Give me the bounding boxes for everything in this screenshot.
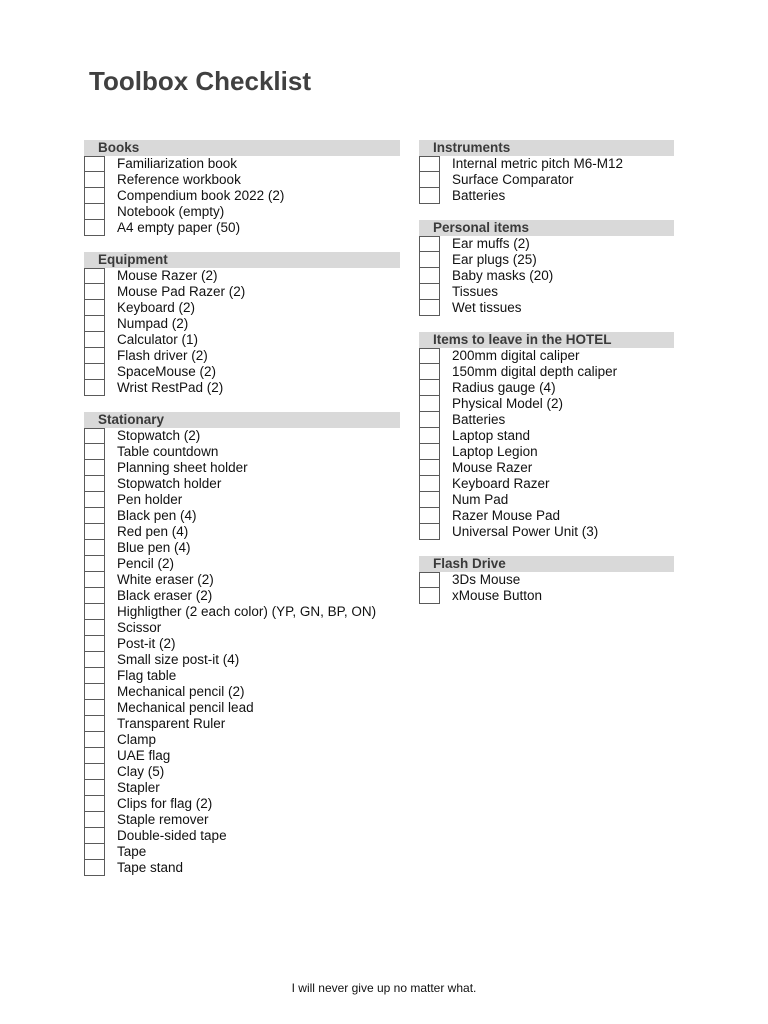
checkbox[interactable] (419, 396, 440, 412)
checklist-item (419, 460, 674, 476)
checklist-item (84, 380, 400, 396)
checkbox[interactable] (419, 188, 440, 204)
checklist-item (419, 284, 674, 300)
section-header: Instruments (419, 140, 674, 156)
item-label: UAE flag (117, 748, 171, 763)
item-label: Planning sheet holder (117, 460, 248, 475)
checklist-item (84, 764, 400, 780)
checklist-item (419, 428, 674, 444)
checklist-item (419, 380, 674, 396)
checklist-item (84, 844, 400, 860)
item-label: Red pen (4) (117, 524, 189, 539)
left-column (84, 140, 400, 892)
checklist-item (84, 364, 400, 380)
checkbox[interactable] (84, 684, 105, 700)
section-header: Items to leave in the HOTEL (419, 332, 674, 348)
item-label: Double-sided tape (117, 828, 227, 843)
item-label: Batteries (452, 188, 506, 203)
checklist-item (419, 412, 674, 428)
checklist-item (419, 492, 674, 508)
item-label: Radius gauge (4) (452, 380, 556, 395)
checkbox[interactable] (84, 636, 105, 652)
checklist-item (84, 572, 400, 588)
checklist-item (419, 364, 674, 380)
item-label: Numpad (2) (117, 316, 189, 331)
checkbox[interactable] (84, 524, 105, 540)
checklist-item (84, 620, 400, 636)
checklist-item (419, 300, 674, 316)
checklist-item (84, 348, 400, 364)
item-label: Transparent Ruler (117, 716, 226, 731)
item-label: Wet tissues (452, 300, 522, 315)
checklist-item (84, 780, 400, 796)
item-label: A4 empty paper (50) (117, 220, 241, 235)
checkbox[interactable] (419, 444, 440, 460)
checklist-item (84, 172, 400, 188)
item-label: Familiarization book (117, 156, 238, 171)
checklist-item (419, 188, 674, 204)
checkbox[interactable] (84, 172, 105, 188)
item-label: Blue pen (4) (117, 540, 191, 555)
item-label: Clips for flag (2) (117, 796, 213, 811)
checkbox[interactable] (84, 620, 105, 636)
checklist-item (84, 636, 400, 652)
checklist-item (84, 332, 400, 348)
checkbox[interactable] (419, 268, 440, 284)
checklist-section-instruments (419, 140, 674, 204)
checklist-item (84, 460, 400, 476)
item-label: Wrist RestPad (2) (117, 380, 224, 395)
item-label: Keyboard (2) (117, 300, 196, 315)
right-column (419, 140, 674, 620)
checklist-item (419, 172, 674, 188)
checklist-item (84, 860, 400, 876)
item-label: Laptop Legion (452, 444, 538, 459)
checklist-item (84, 652, 400, 668)
item-label: Flash driver (2) (117, 348, 208, 363)
item-label: 3Ds Mouse (452, 572, 521, 587)
checkbox[interactable] (84, 780, 105, 796)
checklist-items (419, 572, 674, 604)
item-label: Ear plugs (25) (452, 252, 537, 267)
item-label: Razer Mouse Pad (452, 508, 561, 523)
item-label: Flag table (117, 668, 177, 683)
item-label: Physical Model (2) (452, 396, 564, 411)
checkbox[interactable] (419, 172, 440, 188)
item-label: Internal metric pitch M6-M12 (452, 156, 624, 171)
page-title: Toolbox Checklist (89, 66, 311, 96)
item-label: Notebook (empty) (117, 204, 225, 219)
checkbox[interactable] (84, 604, 105, 620)
checkbox[interactable] (84, 556, 105, 572)
checklist-section-books (84, 140, 400, 236)
item-label: Clay (5) (117, 764, 165, 779)
item-label: Stapler (117, 780, 160, 795)
checklist-item (84, 444, 400, 460)
item-label: Tape stand (117, 860, 184, 875)
checkbox[interactable] (84, 332, 105, 348)
checklist-item (419, 156, 674, 172)
checkbox[interactable] (84, 348, 105, 364)
item-label: Tissues (452, 284, 499, 299)
checkbox[interactable] (84, 588, 105, 604)
item-label: Ear muffs (2) (452, 236, 530, 251)
checkbox[interactable] (84, 204, 105, 220)
item-label: Laptop stand (452, 428, 531, 443)
item-label: Small size post-it (4) (117, 652, 240, 667)
item-label: White eraser (2) (117, 572, 214, 587)
checkbox[interactable] (419, 156, 440, 172)
checkbox[interactable] (84, 316, 105, 332)
checkbox[interactable] (419, 380, 440, 396)
item-label: Black eraser (2) (117, 588, 213, 603)
checkbox[interactable] (419, 524, 440, 540)
checkbox[interactable] (419, 300, 440, 316)
checkbox[interactable] (419, 572, 440, 588)
checklist-section-equipment (84, 252, 400, 396)
checkbox[interactable] (419, 412, 440, 428)
item-label: Stopwatch (2) (117, 428, 201, 443)
checklist-items (419, 236, 674, 316)
checklist-section-flash-drive (419, 556, 674, 604)
checklist-item (419, 348, 674, 364)
checklist-item (84, 156, 400, 172)
checkbox[interactable] (419, 460, 440, 476)
checklist-item (84, 220, 400, 236)
checklist-section-stationary (84, 412, 400, 876)
checkbox[interactable] (419, 236, 440, 252)
checklist-items (419, 348, 674, 540)
checklist-item (84, 748, 400, 764)
item-label: Baby masks (20) (452, 268, 554, 283)
section-header: Personal items (419, 220, 674, 236)
item-label: xMouse Button (452, 588, 543, 603)
checklist-item (84, 284, 400, 300)
checklist-item (84, 556, 400, 572)
checkbox[interactable] (419, 428, 440, 444)
item-label: Stopwatch holder (117, 476, 222, 491)
checklist-item (84, 300, 400, 316)
item-label: Scissor (117, 620, 162, 635)
item-label: Pen holder (117, 492, 183, 507)
checkbox[interactable] (84, 716, 105, 732)
item-label: Post-it (2) (117, 636, 176, 651)
checkbox[interactable] (84, 428, 105, 444)
checkbox[interactable] (84, 540, 105, 556)
checkbox[interactable] (419, 476, 440, 492)
checkbox[interactable] (84, 700, 105, 716)
checklist-item (419, 572, 674, 588)
item-label: Num Pad (452, 492, 509, 507)
checkbox[interactable] (84, 764, 105, 780)
checkbox[interactable] (84, 492, 105, 508)
checklist-item (84, 588, 400, 604)
checklist-item (84, 188, 400, 204)
item-label: Surface Comparator (452, 172, 574, 187)
checklist-item (84, 668, 400, 684)
checkbox[interactable] (84, 796, 105, 812)
checkbox[interactable] (419, 348, 440, 364)
checkbox[interactable] (84, 300, 105, 316)
item-label: Black pen (4) (117, 508, 197, 523)
item-label: Tape (117, 844, 147, 859)
item-label: Mechanical pencil (2) (117, 684, 245, 699)
checkbox[interactable] (419, 252, 440, 268)
checklist-section-items-to-leave-in-the-hotel (419, 332, 674, 540)
checkbox[interactable] (84, 364, 105, 380)
item-label: Keyboard Razer (452, 476, 550, 491)
checklist-item (419, 444, 674, 460)
checkbox[interactable] (419, 508, 440, 524)
checkbox[interactable] (84, 732, 105, 748)
item-label: Universal Power Unit (3) (452, 524, 599, 539)
checklist-item (419, 268, 674, 284)
item-label: Table countdown (117, 444, 219, 459)
checkbox[interactable] (84, 828, 105, 844)
item-label: Pencil (2) (117, 556, 175, 571)
checklist-items (419, 156, 674, 204)
item-label: Reference workbook (117, 172, 241, 187)
checklist-item (84, 732, 400, 748)
item-label: Staple remover (117, 812, 209, 827)
item-label: 200mm digital caliper (452, 348, 580, 363)
checkbox[interactable] (84, 220, 105, 236)
checkbox[interactable] (84, 652, 105, 668)
checklist-item (84, 492, 400, 508)
checkbox[interactable] (84, 748, 105, 764)
checklist-item (84, 540, 400, 556)
checkbox[interactable] (84, 508, 105, 524)
checklist-item (419, 476, 674, 492)
item-label: Mouse Razer (2) (117, 268, 218, 283)
checklist-section-personal-items (419, 220, 674, 316)
checklist-item (84, 812, 400, 828)
section-header: Stationary (84, 412, 400, 428)
checkbox[interactable] (84, 444, 105, 460)
checklist-item (84, 204, 400, 220)
checklist-item (84, 716, 400, 732)
checkbox[interactable] (84, 812, 105, 828)
checklist-items (84, 428, 400, 876)
checkbox[interactable] (419, 492, 440, 508)
checkbox[interactable] (84, 284, 105, 300)
checklist-item (419, 236, 674, 252)
checkbox[interactable] (84, 476, 105, 492)
checklist-item (419, 588, 674, 604)
checklist-item (84, 604, 400, 620)
checkbox[interactable] (84, 460, 105, 476)
checkbox[interactable] (84, 380, 105, 396)
checklist-item (419, 508, 674, 524)
checkbox[interactable] (84, 860, 105, 876)
checkbox[interactable] (84, 572, 105, 588)
checklist-item (84, 684, 400, 700)
item-label: Compendium book 2022 (2) (117, 188, 285, 203)
checkbox[interactable] (84, 268, 105, 284)
item-label: SpaceMouse (2) (117, 364, 217, 379)
checklist-item (84, 508, 400, 524)
item-label: Clamp (117, 732, 157, 747)
item-label: Mouse Pad Razer (2) (117, 284, 246, 299)
checkbox[interactable] (419, 588, 440, 604)
checklist-item (84, 828, 400, 844)
checklist-item (84, 476, 400, 492)
checkbox[interactable] (84, 844, 105, 860)
item-label: Mechanical pencil lead (117, 700, 254, 715)
checklist-item (84, 796, 400, 812)
footer-quote: I will never give up no matter what. (291, 981, 477, 995)
section-header: Flash Drive (419, 556, 674, 572)
checkbox[interactable] (419, 284, 440, 300)
checklist-item (84, 428, 400, 444)
item-label: Mouse Razer (452, 460, 533, 475)
checklist-item (84, 316, 400, 332)
checklist-item (84, 524, 400, 540)
checklist-item (419, 396, 674, 412)
item-label: Batteries (452, 412, 506, 427)
item-label: Highligther (2 each color) (YP, GN, BP, ON) (117, 604, 377, 619)
checkbox[interactable] (84, 668, 105, 684)
checkbox[interactable] (84, 156, 105, 172)
checklist-item (84, 268, 400, 284)
checkbox[interactable] (84, 188, 105, 204)
checklist-item (84, 700, 400, 716)
section-header: Books (84, 140, 400, 156)
checklist-item (419, 252, 674, 268)
checklist-items (84, 268, 400, 396)
checklist-items (84, 156, 400, 236)
checklist-item (419, 524, 674, 540)
checkbox[interactable] (419, 364, 440, 380)
item-label: 150mm digital depth caliper (452, 364, 618, 379)
section-header: Equipment (84, 252, 400, 268)
item-label: Calculator (1) (117, 332, 199, 347)
